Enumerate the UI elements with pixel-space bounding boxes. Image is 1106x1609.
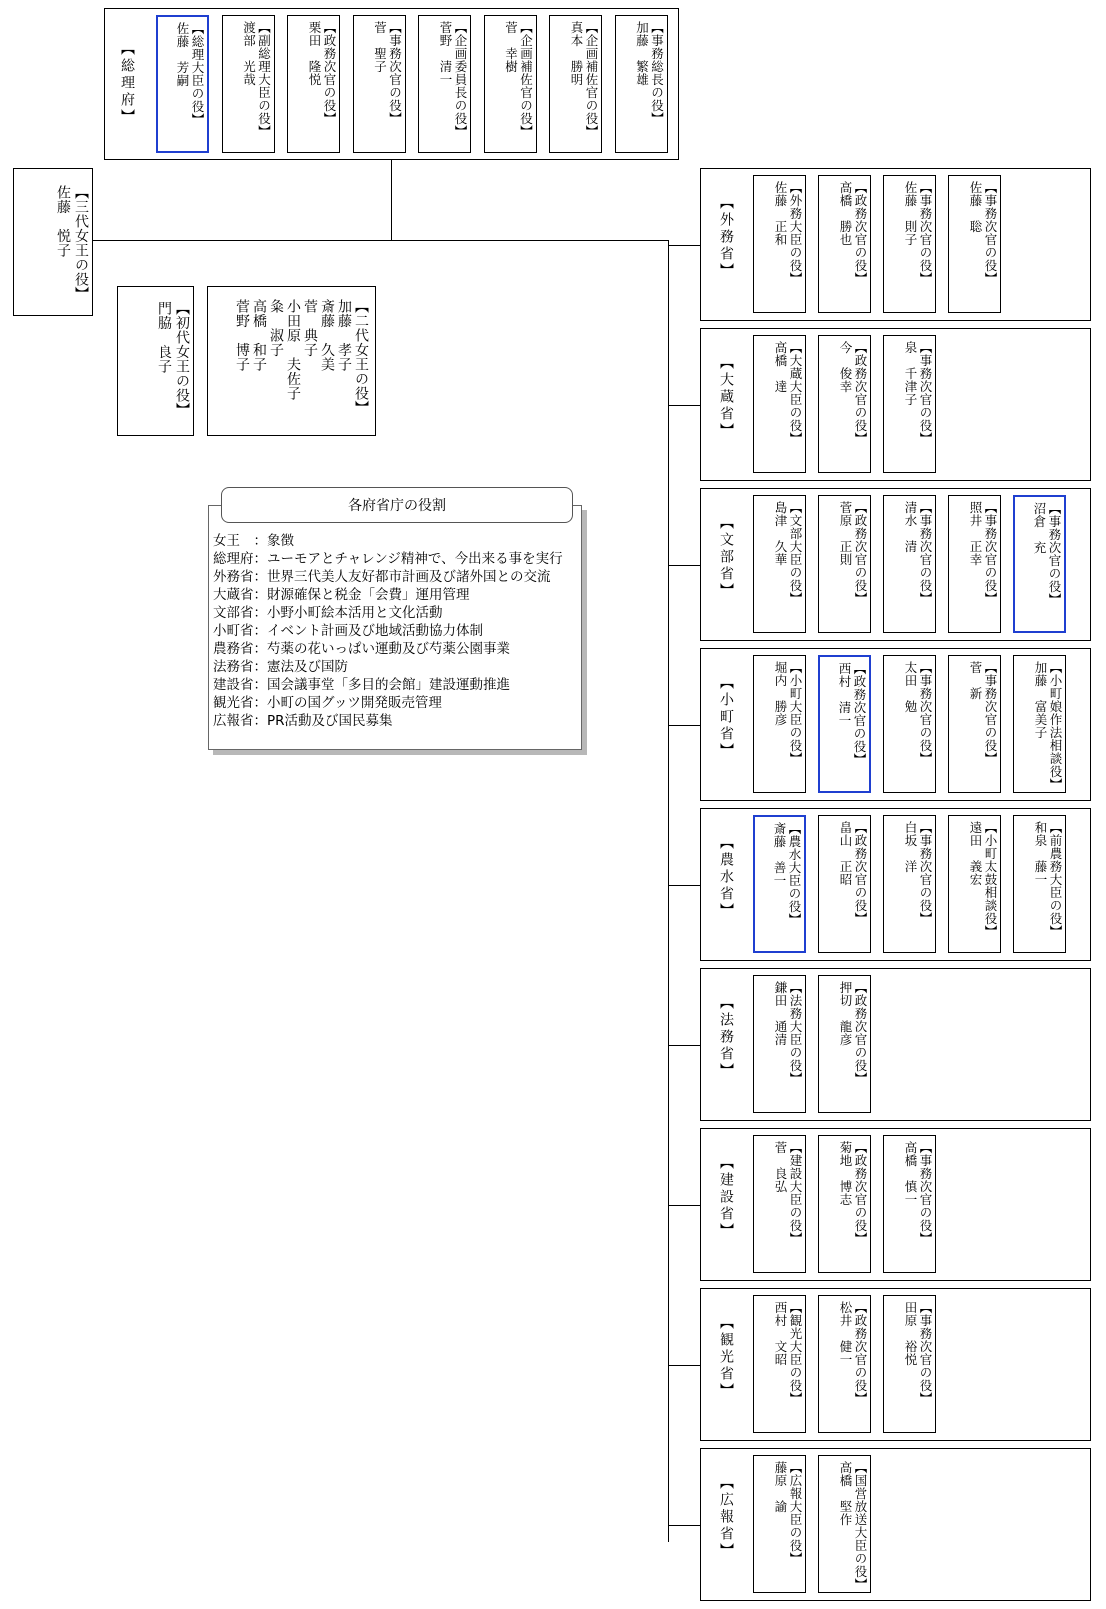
ministry-label: 【建設省】 bbox=[718, 1155, 734, 1240]
cabinet-member-name: 菅野 清一 bbox=[438, 21, 453, 86]
roles-list bbox=[213, 532, 563, 730]
ministry-member-name: 菅 新 bbox=[968, 661, 983, 700]
ministry-member-role: 【小町太鼓相談役】 bbox=[983, 821, 998, 938]
cabinet-member-role: 【事務次官の役】 bbox=[387, 21, 403, 125]
ministry-member-role: 【前農務大臣の役】 bbox=[1048, 821, 1063, 938]
queen2-name-3: 菅 典子 bbox=[302, 299, 318, 357]
ministry-member-card bbox=[753, 655, 806, 793]
queen2-name-6: 高橋 和子 bbox=[251, 299, 267, 372]
connector-ministry-trunk bbox=[668, 240, 669, 1542]
ministry-member-name: 遠田 義宏 bbox=[968, 821, 983, 886]
ministry-member-role: 【国営放送大臣の役】 bbox=[853, 1461, 868, 1591]
roles-item: 農務省：芍薬の花いっぱい運動及び芍薬公園事業 bbox=[213, 641, 510, 657]
ministry-member-name: 島津 久華 bbox=[773, 501, 788, 566]
ministry-member-role: 【政務次官の役】 bbox=[853, 1301, 868, 1405]
queen3-name: 佐藤 悦子 bbox=[55, 185, 71, 258]
ministry-member-card bbox=[818, 1295, 871, 1433]
ministry-member-role: 【政務次官の役】 bbox=[852, 662, 867, 766]
ministry-member-role: 【事務次官の役】 bbox=[918, 181, 933, 285]
roles-item: 建設省：国会議事堂「多目的会館」建設運動推進 bbox=[213, 677, 510, 693]
roles-item: 法務省：憲法及び国防 bbox=[213, 659, 348, 675]
queen3-role: 【三代女王の役】 bbox=[73, 185, 89, 301]
cabinet-member-card bbox=[484, 15, 537, 153]
queen2-card bbox=[207, 286, 376, 436]
ministry-member-name: 高橋 達 bbox=[773, 341, 788, 393]
queen1-card bbox=[117, 286, 194, 436]
ministry-member-role: 【政務次官の役】 bbox=[853, 341, 868, 445]
ministry-member-card bbox=[818, 495, 871, 633]
roles-item: 小町省：イベント計画及び地域活動協力体制 bbox=[213, 623, 483, 639]
ministry-member-role: 【広報大臣の役】 bbox=[788, 1461, 803, 1565]
roles-item: 観光省：小町の国グッツ開発販売管理 bbox=[213, 695, 442, 711]
ministry-branch-line bbox=[668, 1525, 700, 1526]
ministry-branch-line bbox=[668, 1365, 700, 1366]
ministry-member-card bbox=[883, 1295, 936, 1433]
cabinet-member-name: 真本 勝明 bbox=[569, 21, 584, 86]
ministry-member-name: 斎藤 善一 bbox=[772, 822, 787, 887]
cabinet-member-role: 【副総理大臣の役】 bbox=[256, 21, 272, 138]
ministry-member-role: 【法務大臣の役】 bbox=[788, 981, 803, 1085]
ministry-member-name: 清水 清 bbox=[903, 501, 918, 553]
roles-item: 大蔵省：財源確保と税金「会費」運用管理 bbox=[213, 587, 470, 603]
ministry-member-role: 【文部大臣の役】 bbox=[788, 501, 803, 605]
ministry-member-name: 西村 清一 bbox=[837, 662, 852, 727]
cabinet-member-role: 【企画補佐官の役】 bbox=[518, 21, 534, 138]
ministry-member-role: 【政務次官の役】 bbox=[853, 1141, 868, 1245]
cabinet-member-card bbox=[615, 15, 668, 153]
ministry-member-name: 菅 良弘 bbox=[773, 1141, 788, 1193]
ministry-member-name: 佐藤 正和 bbox=[773, 181, 788, 246]
ministry-member-role: 【事務次官の役】 bbox=[918, 341, 933, 445]
ministry-member-name: 藤原 諭 bbox=[773, 1461, 788, 1513]
queen1-role: 【初代女王の役】 bbox=[174, 301, 190, 417]
cabinet-member-role: 【総理大臣の役】 bbox=[190, 22, 205, 126]
ministry-member-card bbox=[1013, 815, 1066, 953]
queen3-card bbox=[13, 168, 93, 316]
ministry-member-card bbox=[753, 1135, 806, 1273]
cabinet-member-name: 栗田 隆悦 bbox=[307, 21, 322, 86]
cabinet-member-card bbox=[156, 15, 209, 153]
ministry-member-role: 【外務大臣の役】 bbox=[788, 181, 803, 285]
ministry-member-card bbox=[753, 495, 806, 633]
ministry-label: 【大蔵省】 bbox=[718, 355, 734, 440]
roles-title: 各府省庁の役割 bbox=[221, 487, 573, 523]
cabinet-member-role: 【企画委員長の役】 bbox=[453, 21, 468, 138]
ministry-member-card bbox=[1013, 495, 1066, 633]
queen2-name-2: 斎藤 久美 bbox=[319, 299, 335, 372]
roles-item: 外務省：世界三代美人友好都市計画及び諸外国との交流 bbox=[213, 569, 551, 585]
ministry-member-name: 照井 正幸 bbox=[968, 501, 983, 566]
ministry-member-role: 【建設大臣の役】 bbox=[788, 1141, 803, 1245]
ministry-member-role: 【事務次官の役】 bbox=[918, 821, 933, 925]
ministry-member-role: 【事務次官の役】 bbox=[983, 661, 998, 765]
ministry-member-card bbox=[818, 655, 871, 793]
cabinet-member-name: 菅 聖子 bbox=[372, 21, 388, 73]
ministry-member-name: 太田 勉 bbox=[903, 661, 918, 713]
cabinet-member-role: 【企画補佐官の役】 bbox=[584, 21, 599, 138]
ministry-member-name: 今 俊幸 bbox=[838, 341, 853, 393]
ministry-member-card bbox=[818, 1135, 871, 1273]
cabinet-member-role: 【事務総長の役】 bbox=[649, 21, 665, 125]
ministry-branch-line bbox=[668, 1045, 700, 1046]
ministry-member-role: 【政務次官の役】 bbox=[853, 181, 868, 285]
connector-horizontal bbox=[92, 240, 668, 241]
ministry-member-name: 押切 龍彦 bbox=[838, 981, 853, 1046]
ministry-member-name: 加藤 富美子 bbox=[1033, 661, 1048, 739]
ministry-member-name: 白坂 洋 bbox=[903, 821, 918, 873]
ministry-member-card bbox=[753, 335, 806, 473]
ministry-branch-line bbox=[668, 1205, 700, 1206]
ministry-member-name: 佐藤 則子 bbox=[903, 181, 918, 246]
roles-item: 総理府：ユーモアとチャレンジ精神で、今出来る事を実行 bbox=[213, 551, 563, 567]
ministry-member-role: 【観光大臣の役】 bbox=[788, 1301, 803, 1405]
cabinet-member-name: 渡部 光哉 bbox=[241, 21, 257, 86]
ministry-label: 【観光省】 bbox=[718, 1315, 734, 1400]
ministry-member-name: 和泉 藤一 bbox=[1033, 821, 1048, 886]
cabinet-member-role: 【政務次官の役】 bbox=[322, 21, 337, 125]
ministry-label: 【小町省】 bbox=[718, 675, 734, 760]
ministry-member-card bbox=[818, 335, 871, 473]
ministry-member-card bbox=[753, 1455, 806, 1593]
ministry-member-name: 高橋 慎一 bbox=[903, 1141, 918, 1206]
ministry-branch-line bbox=[668, 405, 700, 406]
ministry-branch-line bbox=[668, 565, 700, 566]
ministry-member-name: 田原 裕悦 bbox=[903, 1301, 918, 1366]
ministry-member-name: 鎌田 通清 bbox=[773, 981, 788, 1046]
ministry-member-card bbox=[948, 815, 1001, 953]
queen1-name: 門脇 良子 bbox=[156, 301, 172, 374]
ministry-branch-line bbox=[668, 885, 700, 886]
ministry-member-role: 【事務次官の役】 bbox=[918, 1141, 933, 1245]
ministry-member-role: 【小町娘作法相談役】 bbox=[1048, 661, 1063, 791]
ministry-label: 【広報省】 bbox=[718, 1475, 734, 1560]
ministry-member-role: 【大蔵大臣の役】 bbox=[788, 341, 803, 445]
ministry-member-name: 泉 千津子 bbox=[903, 341, 918, 406]
connector-cabinet-down bbox=[391, 160, 392, 241]
cabinet-member-card bbox=[287, 15, 340, 153]
ministry-member-name: 沼倉 充 bbox=[1032, 502, 1047, 554]
ministry-member-name: 菊地 博志 bbox=[838, 1141, 853, 1206]
ministry-member-role: 【事務次官の役】 bbox=[918, 1301, 933, 1405]
ministry-member-card bbox=[883, 495, 936, 633]
ministry-member-card bbox=[883, 815, 936, 953]
roles-item: 広報省：PR活動及び国民募集 bbox=[213, 713, 393, 729]
cabinet-member-card bbox=[353, 15, 406, 153]
ministry-member-card bbox=[818, 1455, 871, 1593]
ministry-member-name: 堀内 勝彦 bbox=[773, 661, 788, 726]
queen2-role: 【二代女王の役】 bbox=[353, 299, 369, 415]
ministry-member-card bbox=[948, 655, 1001, 793]
ministry-member-card bbox=[818, 975, 871, 1113]
cabinet-member-card bbox=[549, 15, 602, 153]
ministry-member-name: 高橋 堅作 bbox=[838, 1461, 853, 1526]
queen2-name-4: 小田原 夫佐子 bbox=[285, 299, 301, 401]
queen2-name-1: 加藤 孝子 bbox=[336, 299, 352, 372]
ministry-member-card bbox=[818, 815, 871, 953]
ministry-member-role: 【事務次官の役】 bbox=[983, 181, 998, 285]
ministry-member-card bbox=[883, 335, 936, 473]
queen2-name-7: 菅野 博子 bbox=[234, 299, 250, 372]
cabinet-member-name: 佐藤 芳嗣 bbox=[175, 22, 190, 87]
ministry-member-role: 【政務次官の役】 bbox=[853, 821, 868, 925]
roles-item: 女王 ：象徴 bbox=[213, 533, 294, 549]
ministry-label: 【法務省】 bbox=[718, 995, 734, 1080]
queen2-name-5: 粂 淑子 bbox=[268, 299, 284, 357]
ministry-member-card bbox=[753, 815, 806, 953]
ministry-member-role: 【政務次官の役】 bbox=[853, 501, 868, 605]
ministry-member-name: 松井 健一 bbox=[838, 1301, 853, 1366]
ministry-member-card bbox=[948, 175, 1001, 313]
ministry-member-role: 【政務次官の役】 bbox=[853, 981, 868, 1085]
ministry-member-name: 西村 文昭 bbox=[773, 1301, 788, 1366]
cabinet-label: 【総理府】 bbox=[119, 41, 135, 126]
ministry-member-name: 佐藤 聡 bbox=[968, 181, 983, 233]
ministry-label: 【文部省】 bbox=[718, 515, 734, 600]
ministry-member-name: 畠山 正昭 bbox=[838, 821, 853, 886]
ministry-member-card bbox=[753, 175, 806, 313]
cabinet-member-name: 菅 幸樹 bbox=[503, 21, 519, 73]
ministry-branch-line bbox=[668, 245, 700, 246]
ministry-member-role: 【小町大臣の役】 bbox=[788, 661, 803, 765]
cabinet-member-name: 加藤 繁雄 bbox=[634, 21, 650, 86]
ministry-member-name: 高橋 勝也 bbox=[838, 181, 853, 246]
ministry-label: 【農水省】 bbox=[718, 835, 734, 920]
cabinet-member-card bbox=[418, 15, 471, 153]
ministry-member-card bbox=[883, 655, 936, 793]
ministry-member-card bbox=[883, 175, 936, 313]
ministry-member-card bbox=[948, 495, 1001, 633]
ministry-member-card bbox=[883, 1135, 936, 1273]
ministry-member-card bbox=[753, 975, 806, 1113]
roles-item: 文部省：小野小町絵本活用と文化活動 bbox=[213, 605, 443, 621]
ministry-member-role: 【事務次官の役】 bbox=[918, 661, 933, 765]
ministry-member-role: 【事務次官の役】 bbox=[918, 501, 933, 605]
ministry-member-role: 【事務次官の役】 bbox=[1047, 502, 1062, 606]
ministry-member-card bbox=[818, 175, 871, 313]
ministry-label: 【外務省】 bbox=[718, 195, 734, 280]
ministry-member-name: 菅原 正則 bbox=[838, 501, 853, 566]
ministry-member-card bbox=[1013, 655, 1066, 793]
ministry-branch-line bbox=[668, 725, 700, 726]
ministry-member-role: 【事務次官の役】 bbox=[983, 501, 998, 605]
ministry-member-role: 【農水大臣の役】 bbox=[787, 822, 802, 926]
cabinet-member-card bbox=[222, 15, 275, 153]
ministry-member-card bbox=[753, 1295, 806, 1433]
